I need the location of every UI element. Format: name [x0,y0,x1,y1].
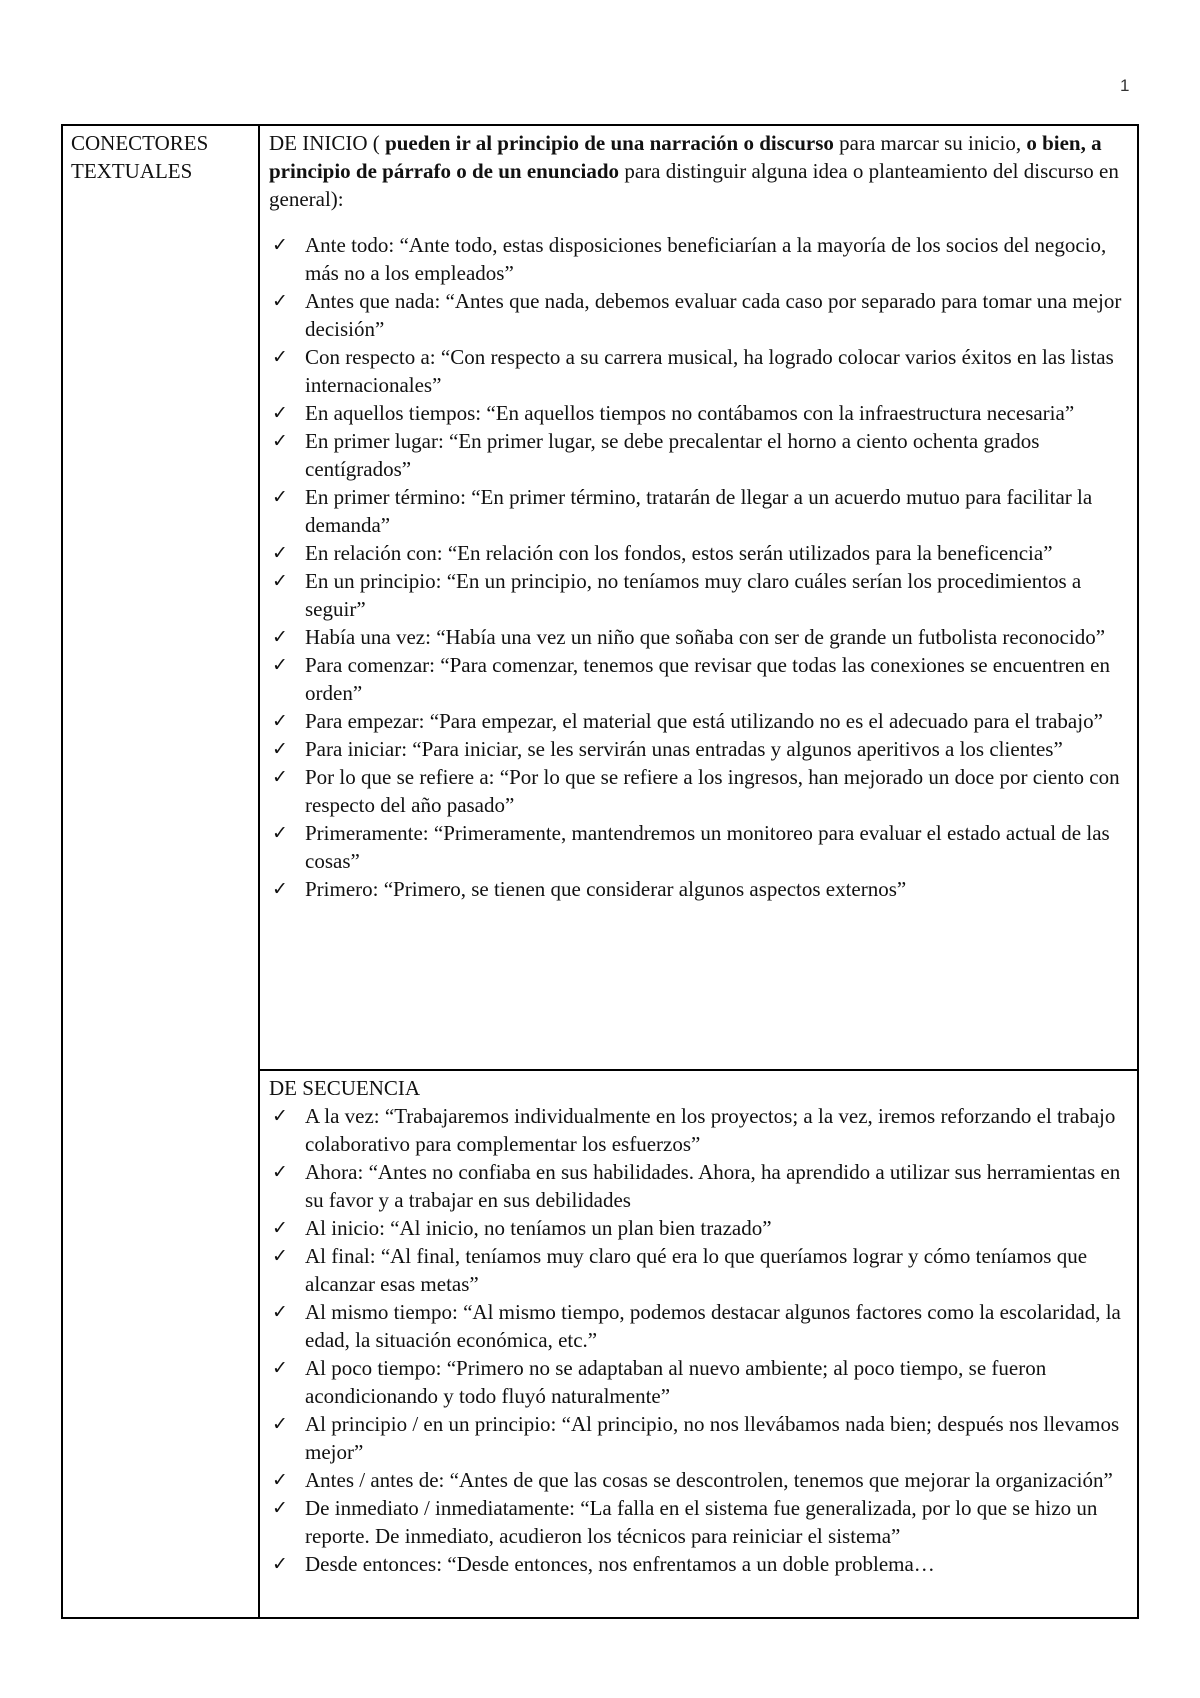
list-item-text: Ahora: “Antes no confiaba en sus habilidades. Ahora, ha aprendido a utilizar sus herramientas en su favor y a trabajar en sus debilidades [305,1160,1121,1212]
section-inicio-cell [259,125,1138,1070]
list-item-text: En primer término: “En primer término, tratarán de llegar a un acuerdo mutuo para facilitar la demanda” [305,485,1093,537]
list-item-text: Para empezar: “Para empezar, el material que está utilizando no es el adecuado para el trabajo” [305,709,1103,733]
list-item [269,1550,1127,1578]
list-item [269,1410,1127,1466]
table-label-cell [62,125,259,1618]
checkmark-icon: ✓ [272,1413,288,1435]
list-item-text: En primer lugar: “En primer lugar, se debe precalentar el horno a ciento ochenta grados centígrados” [305,429,1040,481]
list-item-text: Ante todo: “Ante todo, estas disposiciones beneficiarían a la mayoría de los socios del negocio, más no a los empleados” [305,233,1107,285]
list-item [269,399,1127,427]
list-item-text: Por lo que se refiere a: “Por lo que se refiere a los ingresos, han mejorado un doce por ciento con respecto del año pasado” [305,765,1120,817]
checkmark-icon: ✓ [272,738,288,760]
list-item-text: Al principio / en un principio: “Al principio, no nos llevábamos nada bien; después nos llevamos mejor” [305,1412,1120,1464]
list-item-text: Al mismo tiempo: “Al mismo tiempo, podemos destacar algunos factores como la escolaridad, la edad, la situación económica, etc.” [305,1300,1121,1352]
checkmark-icon: ✓ [272,542,288,564]
checkmark-icon: ✓ [272,570,288,592]
list-item-text: Desde entonces: “Desde entonces, nos enfrentamos a un doble problema… [305,1552,935,1576]
checkmark-icon: ✓ [272,1217,288,1239]
list-item-text: Para comenzar: “Para comenzar, tenemos que revisar que todas las conexiones se encuentren en orden” [305,653,1110,705]
intro-run: o bien, a principio de párrafo o de un enunciado [269,131,1102,183]
checkmark-icon: ✓ [272,822,288,844]
list-item [269,1158,1127,1214]
list-item-text: En un principio: “En un principio, no teníamos muy claro cuáles serían los procedimientos a seguir” [305,569,1082,621]
list-item-text: De inmediato / inmediatamente: “La falla en el sistema fue generalizada, por lo que se hizo un reporte. De inmediato, acudieron los técnicos para reiniciar el sistema” [305,1496,1098,1548]
checkmark-icon: ✓ [272,234,288,256]
list-item [269,539,1127,567]
list-item [269,1102,1127,1158]
checkmark-icon: ✓ [272,1497,288,1519]
checkmark-icon: ✓ [272,402,288,424]
list-item [269,427,1127,483]
list-item-text: Para iniciar: “Para iniciar, se les servirán unas entradas y algunos aperitivos a los clientes” [305,737,1063,761]
list-item [269,483,1127,539]
checkmark-icon: ✓ [272,1161,288,1183]
list-item [269,623,1127,651]
checkmark-icon: ✓ [272,1553,288,1575]
list-item-text: Había una vez: “Había una vez un niño que soñaba con ser de grande un futbolista reconocido” [305,625,1106,649]
checkmark-icon: ✓ [272,766,288,788]
list-item [269,875,1127,903]
list-item-text: En aquellos tiempos: “En aquellos tiempos no contábamos con la infraestructura necesaria” [305,401,1075,425]
list-item [269,707,1127,735]
list-item [269,231,1127,287]
list-item [269,1242,1127,1298]
connectors-table [61,124,1139,1619]
list-item-text: Antes / antes de: “Antes de que las cosas se descontrolen, tenemos que mejorar la organización” [305,1468,1113,1492]
checkmark-icon: ✓ [272,430,288,452]
page-number: 1 [1120,76,1130,95]
list-item [269,567,1127,623]
intro-run: para distinguir alguna idea o planteamiento del discurso en general): [269,159,1119,211]
checkmark-icon: ✓ [272,1469,288,1491]
list-item [269,1494,1127,1550]
table-row [62,125,1138,1070]
list-item [269,1214,1127,1242]
list-item-text: Al poco tiempo: “Primero no se adaptaban al nuevo ambiente; al poco tiempo, se fueron acondicionando y todo fluyó naturalmente” [305,1356,1047,1408]
intro-run: para marcar su inicio, [833,131,1027,155]
checkmark-icon: ✓ [272,654,288,676]
list-item [269,1354,1127,1410]
list-item [269,735,1127,763]
list-item-text: Primeramente: “Primeramente, mantendremos un monitoreo para evaluar el estado actual de las cosas” [305,821,1110,873]
list-item-text: Con respecto a: “Con respecto a su carrera musical, ha logrado colocar varios éxitos en las listas internacionales” [305,345,1114,397]
list-item [269,287,1127,343]
list-item-text: En relación con: “En relación con los fondos, estos serán utilizados para la beneficencia” [305,541,1053,565]
list-item [269,763,1127,819]
checkmark-icon: ✓ [272,710,288,732]
intro-run: DE INICIO ( [269,131,386,155]
checkmark-icon: ✓ [272,346,288,368]
section-secuencia-cell [259,1070,1138,1618]
intro-run: pueden ir al principio de una narración o discurso [385,131,834,155]
checkmark-icon: ✓ [272,486,288,508]
section-secuencia-title: DE SECUENCIA [269,1076,421,1100]
section-inicio-list [269,231,1127,903]
checkmark-icon: ✓ [272,1301,288,1323]
list-item-text: Primero: “Primero, se tienen que considerar algunos aspectos externos” [305,877,907,901]
section-secuencia-list [269,1102,1127,1578]
list-item [269,651,1127,707]
list-item-text: Al final: “Al final, teníamos muy claro qué era lo que queríamos lograr y cómo teníamos que alcanzar esas metas” [305,1244,1088,1296]
checkmark-icon: ✓ [272,290,288,312]
section-inicio-intro [269,129,1127,213]
list-item [269,1466,1127,1494]
list-item [269,343,1127,399]
checkmark-icon: ✓ [272,1245,288,1267]
list-item-text: Al inicio: “Al inicio, no teníamos un plan bien trazado” [305,1216,772,1240]
list-item-text: A la vez: “Trabajaremos individualmente en los proyectos; a la vez, iremos reforzando el trabajo colaborativo para complementar los esfuerzos” [305,1104,1116,1156]
list-item [269,819,1127,875]
list-item [269,1298,1127,1354]
table-label: CONECTORES TEXTUALES [71,131,209,183]
checkmark-icon: ✓ [272,878,288,900]
list-item-text: Antes que nada: “Antes que nada, debemos evaluar cada caso por separado para tomar una mejor decisión” [305,289,1122,341]
checkmark-icon: ✓ [272,1357,288,1379]
checkmark-icon: ✓ [272,1105,288,1127]
checkmark-icon: ✓ [272,626,288,648]
